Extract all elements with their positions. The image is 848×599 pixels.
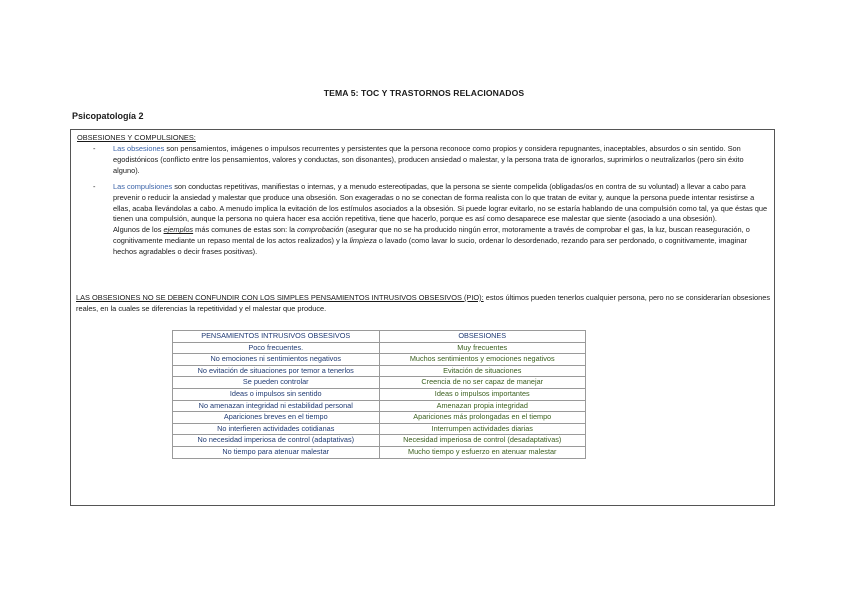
table-cell: No necesidad imperiosa de control (adaptativas)	[173, 435, 380, 447]
table-cell: Se pueden controlar	[173, 377, 380, 389]
table-cell: Ideas o impulsos sin sentido	[173, 388, 380, 400]
bullet-dash: -	[93, 144, 96, 153]
table-cell: Evitación de situaciones	[379, 365, 586, 377]
bullet-compulsiones	[93, 182, 771, 258]
table-header-row	[173, 331, 586, 343]
table-cell: Ideas o impulsos importantes	[379, 388, 586, 400]
table-row	[173, 354, 586, 366]
table-row	[173, 446, 586, 458]
examples-word: ejemplos	[163, 225, 194, 235]
table-cell: Apariciones breves en el tiempo	[173, 412, 380, 424]
example-comprobacion: comprobación	[297, 225, 344, 235]
table-row	[173, 435, 586, 447]
table-cell: No tiempo para atenuar malestar	[173, 446, 380, 458]
table-cell: Poco frecuentes.	[173, 342, 380, 354]
document-title: TEMA 5: TOC Y TRASTORNOS RELACIONADOS	[323, 88, 525, 98]
table-cell: No evitación de situaciones por temor a tenerlos	[173, 365, 380, 377]
obsesiones-text: son pensamientos, imágenes o impulsos recurrentes y persistentes que la persona reconoce como propios y considera repugnantes, inaceptables, absurdos o sin sentido. Son egodistónicos (conflicto entre los pensamientos, valores y conductas, son disonantes), producen ansiedad o malestar, y la persona trata de ignorarlos, suprimirlos o neutralizarlos (pero sin éxito alguno).	[113, 144, 744, 175]
table-row	[173, 365, 586, 377]
compulsiones-text: son conductas repetitivas, manifiestas o internas, y a menudo estereotipadas, que la persona se siente compelida (obligadas/os en contra de su voluntad) a llevar a cabo para prevenir o reducir la ansiedad y malestar que produce una obsesión. Son exageradas o no se conectan de forma realista con lo que tratan de evitar y, aunque la persona puede intentar resistirse a ellas, acaba llevándolas a cabo. A menudo implica la evitación de los estímulos asociados a la obsesión. Si puede lograr evitarlo, no se estaría hablando de una compulsión como tal, ya que éstas que tienen una compulsión, aunque la persona no quiera hacer esa acción repetitiva, tiene que hacerlo, porque es así como desaparece ese malestar que siente (asociado a una obsesión).	[113, 182, 768, 224]
content-box	[70, 129, 775, 506]
pio-heading: LAS OBSESIONES NO SE DEBEN CONFUNDIR CON LOS SIMPLES PENSAMIENTOS INTRUSIVOS OBSESIVOS (PIO):	[76, 293, 484, 302]
table-row	[173, 423, 586, 435]
table-cell: Apariciones más prolongadas en el tiempo	[379, 412, 586, 424]
header-pio: PENSAMIENTOS INTRUSIVOS OBSESIVOS	[173, 331, 380, 343]
term-compulsiones: Las compulsiones	[113, 182, 173, 191]
table-cell: Muy frecuentes	[379, 342, 586, 354]
table-cell: Amenazan propia integridad	[379, 400, 586, 412]
table-row	[173, 342, 586, 354]
examples-paragraph: Algunos de los ejemplos más comunes de estas son: la comprobación (asegurar que no se ha producido ningún error, motoramente a través de comprobar el gas, la luz, buscan reaseguración, o cognitivamente mediante un repaso mental de los actos realizados) y la limpieza o lavado (como lavar lo sucio, ordenar lo desordenado, rezando para ser perdonado, o cognitivamente, imaginar hechos agradables o decir frases positivas).	[113, 225, 750, 256]
table-cell: Interrumpen actividades diarias	[379, 423, 586, 435]
table-cell: Mucho tiempo y esfuerzo en atenuar malestar	[379, 446, 586, 458]
section-heading: OBSESIONES Y COMPULSIONES:	[77, 133, 196, 142]
example-limpieza: limpieza	[349, 235, 377, 245]
table-row	[173, 377, 586, 389]
bullet-obsesiones	[93, 144, 771, 176]
table-cell: Necesidad imperiosa de control (desadaptativas)	[379, 435, 586, 447]
table-cell: No interfieren actividades cotidianas	[173, 423, 380, 435]
table-cell: No emociones ni sentimientos negativos	[173, 354, 380, 366]
comparison-table	[172, 330, 586, 459]
term-obsesiones: Las obsesiones	[113, 144, 165, 153]
table-row	[173, 400, 586, 412]
document-subtitle: Psicopatología 2	[72, 111, 144, 121]
table-row	[173, 412, 586, 424]
table-cell: Creencia de no ser capaz de manejar	[379, 377, 586, 389]
bullet-dash: -	[93, 182, 96, 191]
table-cell: Muchos sentimientos y emociones negativos	[379, 354, 586, 366]
table-row	[173, 388, 586, 400]
table-cell: No amenazan integridad ni estabilidad personal	[173, 400, 380, 412]
pio-paragraph	[76, 293, 771, 315]
pio-text: estos últimos pueden tenerlos cualquier persona, pero no se considerarían obsesiones reales, en la cuales se diferencias la repetitividad y el malestar que produce.	[76, 293, 771, 313]
header-obsesiones: OBSESIONES	[379, 331, 586, 343]
